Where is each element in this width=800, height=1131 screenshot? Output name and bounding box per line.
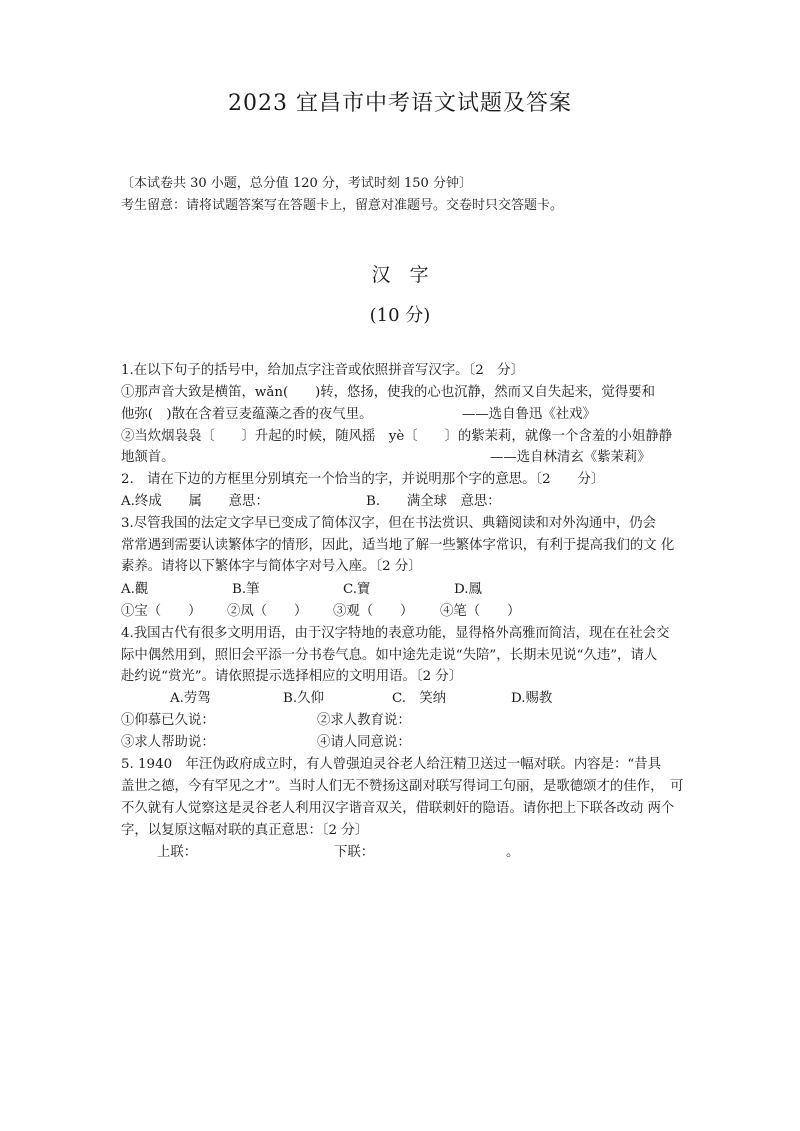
q1-line-1: ①那声音大致是横笛，wǎn( )转，悠扬，使我的心也沉静，然而又自失起来，觉得要和 <box>121 385 655 400</box>
q1-line-4-text: 地颔首。 <box>121 450 175 465</box>
page-title: 2023 宜昌市中考语文试题及答案 <box>228 91 572 116</box>
q5-line-4: 字，以复原这幅对联的真正意思：〔2 分〕 <box>121 823 369 838</box>
q4-option-c: C. 笑纳 <box>392 691 447 706</box>
q5-upper-label: 上联： <box>157 845 198 860</box>
q1-stem: 1.在以下句子的括号中，给加点字注音或依照拼音写汉字。〔2 分〕 <box>121 363 524 378</box>
q2-option-b: B. 满全球 意思： <box>366 494 501 509</box>
q5-lower-label: 下联： <box>334 845 375 860</box>
q1-line-3: ②当炊烟袅袅〔 〕升起的时候，随风摇 yè〔 〕的紫茉莉，就像一个含羞的小姐静静 <box>121 429 673 444</box>
q4-answer-3: ③求人帮助说： <box>121 735 215 750</box>
q3-answer-2: ②凤（ ） <box>227 604 308 619</box>
exam-notice: 考生留意：请将试题答案写在答题卡上，留意对准题号。交卷时只交答题卡。 <box>121 198 564 213</box>
q5-line-3: 不久就有人觉察这是灵谷老人利用汉字谐音双关，借联刺奸的隐语。请你把上下联各改动 两个 <box>121 801 675 816</box>
q4-option-d: D.赐教 <box>511 691 553 706</box>
q3-answer-4: ④笔（ ） <box>440 604 521 619</box>
q1-line-2-text: 他弥( )散在含着豆麦蕴藻之香的夜气里。 <box>121 407 373 422</box>
q1-source-2: ——选自林清玄《紫茉莉》 <box>490 450 651 465</box>
q3-option-d: D.鳳 <box>454 582 482 597</box>
q3-answer-3: ③观（ ） <box>333 604 414 619</box>
section-title: 汉 字 <box>371 264 429 286</box>
q4-line-3: 赴约说“赏光”。请依照提示选择相应的文明用语。〔2 分〕 <box>121 669 463 684</box>
q3-answer-1: ①宝（ ） <box>121 604 202 619</box>
q5-line-1: 5. 1940 年汪伪政府成立时，有人曾强迫灵谷老人给汪精卫送过一幅对联。内容是：“昔具 <box>121 757 662 772</box>
q4-answer-1: ①仰慕已久说： <box>121 713 215 728</box>
q3-line-3: 素养。请将以下繁体字与简体字对号入座。〔2 分〕 <box>121 559 422 574</box>
q5-line-2: 盖世之德，今有罕见之才”。当时人们无不赞扬这副对联写得词工句丽，是歌德颂才的佳作， 可 <box>121 779 684 794</box>
q5-end-mark: 。 <box>506 845 520 860</box>
q4-option-a: A.劳驾 <box>170 691 211 706</box>
q3-option-c: C.寶 <box>343 582 371 597</box>
q4-answer-4: ④请人同意说： <box>317 735 411 750</box>
q1-line-4 <box>121 448 651 468</box>
q3-option-b: B.筆 <box>232 582 260 597</box>
q4-option-b: B.久仰 <box>283 691 324 706</box>
q2-option-a: A.终成 属 意思： <box>121 494 269 509</box>
q3-line-2: 常常遇到需要认读繁体字的情形，因此，适当地了解一些繁体字常识，有利于提高我们的文 化 <box>121 538 675 553</box>
q4-answer-2: ②求人教育说： <box>317 713 411 728</box>
q1-line-2 <box>121 405 596 425</box>
q4-line-1: 4.我国古代有很多文明用语，由于汉字特地的表意功能，显得格外高雅而简洁，现在在社会交 <box>121 626 670 641</box>
exam-instructions: 〔本试卷共 30 小题，总分值 120 分，考试时刻 150 分钟〕 <box>121 176 472 191</box>
q1-source-1: ——选自鲁迅《社戏》 <box>462 407 596 422</box>
section-score: (10 分) <box>369 305 431 326</box>
q3-line-1: 3.尽管我国的法定文字早已变成了简体汉字，但在书法赏识、典籍阅读和对外沟通中，仍会 <box>121 516 657 531</box>
q2-options <box>121 492 501 512</box>
q2-stem: 2. 请在下边的方框里分别填充一个恰当的字，并说明那个字的意思。〔2 分〕 <box>121 472 605 487</box>
q4-line-2: 际中偶然用到，照旧会平添一分书卷气息。如中途先走说“失陪”，长期未见说“久违”，请人 <box>121 648 658 663</box>
q3-option-a: A.觀 <box>121 582 149 597</box>
